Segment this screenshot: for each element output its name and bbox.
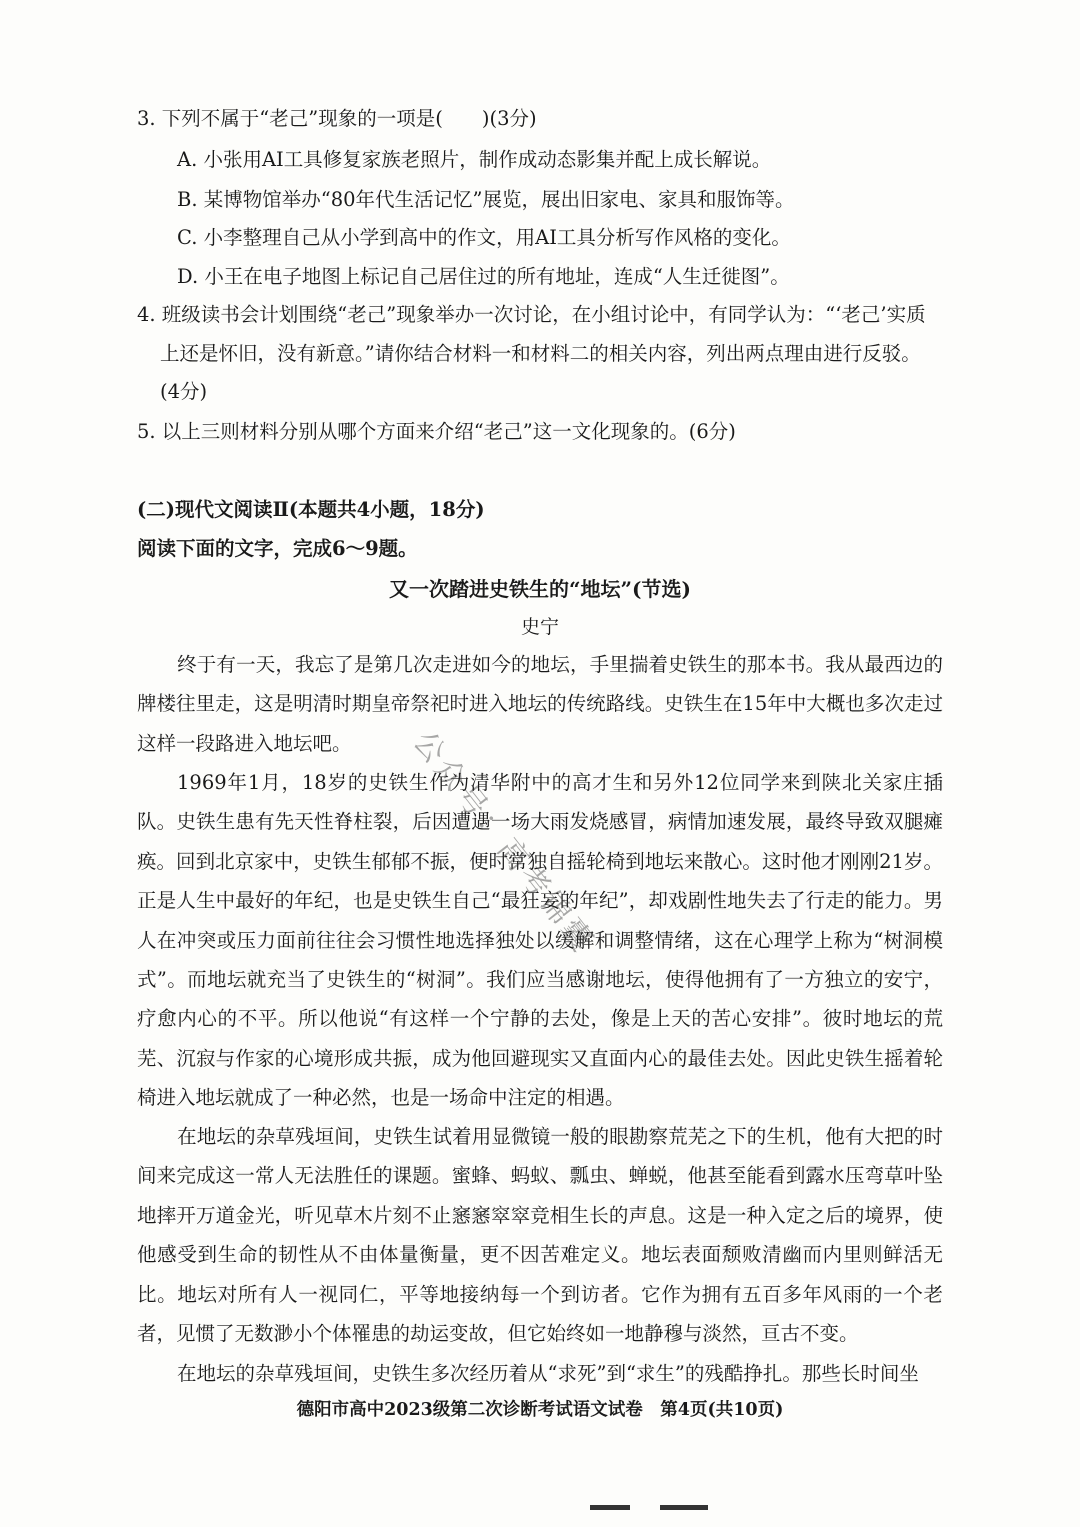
question-4-line-3: (4分): [160, 380, 208, 403]
section-heading: (二)现代文阅读Ⅱ(本题共4小题，18分): [137, 498, 485, 521]
question-5: 5. 以上三则材料分别从哪个方面来介绍“老己”这一文化现象的。(6分): [137, 420, 736, 443]
section-instruction: 阅读下面的文字，完成6～9题。: [137, 537, 418, 560]
question-3-stem: 3. 下列不属于“老己”现象的一项是( )(3分): [137, 107, 537, 130]
article-paragraph-1: 终于有一天，我忘了是第几次走进如今的地坛，手里揣着史铁生的那本书。我从最西边的牌楼往里走，这是明清时期皇帝祭祀时进入地坛的传统路线。史铁生在15年中大概也多次走过这样一段路进入地坛吧。: [137, 653, 943, 755]
scan-mark-right: [660, 1505, 708, 1510]
article-paragraph-2: 1969年1月，18岁的史铁生作为清华附中的高才生和另外12位同学来到陕北关家庄插队。史铁生患有先天性脊柱裂，后因遭遇一场大雨发烧感冒，病情加速发展，最终导致双腿瘫痪。回到北京家中，史铁生郁郁不振，便时常独自摇轮椅到地坛来散心。这时他才刚刚21岁。正是人生中最好的年纪，也是史铁生自己“最狂妄的年纪”，却戏剧性地失去了行走的能力。男人在冲突或压力面前往往会习惯性地选择独处以缓解和调整情绪，这在心理学上称为“树洞模式”。而地坛就充当了史铁生的“树洞”。我们应当感谢地坛，使得他拥有了一方独立的安宁，疗愈内心的不平。所以他说“有这样一个宁静的去处，像是上天的苦心安排”。彼时地坛的荒芜、沉寂与作家的心境形成共振，成为他回避现实又直面内心的最佳去处。因此史铁生摇着轮椅进入地坛就成了一种必然，也是一场命中注定的相遇。: [137, 771, 943, 1110]
watermark: 公众号：高考锦囊: [406, 724, 602, 961]
question-3-option-c: C. 小李整理自己从小学到高中的作文，用AI工具分析写作风格的变化。: [177, 226, 791, 249]
question-4-line-1: 4. 班级读书会计划围绕“老己”现象举办一次讨论，在小组讨论中，有同学认为：“‘老己’实质: [137, 303, 926, 326]
page-footer: 德阳市高中2023级第二次诊断考试语文试卷 第4页(共10页): [296, 1400, 784, 1420]
question-3-option-d: D. 小王在电子地图上标记自己居住过的所有地址，连成“人生迁徙图”。: [177, 265, 790, 288]
question-3-option-b: B. 某博物馆举办“80年代生活记忆”展览，展出旧家电、家具和服饰等。: [177, 188, 795, 211]
question-3-option-a: A. 小张用AI工具修复家族老照片，制作成动态影集并配上成长解说。: [177, 148, 772, 171]
article-paragraph-3: 在地坛的杂草残垣间，史铁生试着用显微镜一般的眼勘察荒芜之下的生机，他有大把的时间来完成这一常人无法胜任的课题。蜜蜂、蚂蚁、瓢虫、蝉蜕，他甚至能看到露水压弯草叶坠地摔开万道金光，听见草木片刻不止窸窸窣窣竞相生长的声息。这是一种入定之后的境界，使他感受到生命的韧性从不由体量衡量，更不因苦难定义。地坛表面颓败清幽而内里则鲜活无比。地坛对所有人一视同仁，平等地接纳每一个到访者。它作为拥有五百多年风雨的一个老者，见惯了无数渺小个体罹患的劫运变故，但它始终如一地静穆与淡然，亘古不变。: [137, 1125, 943, 1346]
article-title: 又一次踏进史铁生的“地坛”(节选): [389, 577, 691, 601]
scan-mark-left: [590, 1505, 630, 1510]
article-author: 史宁: [520, 616, 559, 638]
article-paragraph-4: 在地坛的杂草残垣间，史铁生多次经历着从“求死”到“求生”的残酷挣扎。那些长时间坐: [177, 1362, 919, 1385]
question-4-line-2: 上还是怀旧，没有新意。”请你结合材料一和材料二的相关内容，列出两点理由进行反驳。: [160, 342, 921, 365]
